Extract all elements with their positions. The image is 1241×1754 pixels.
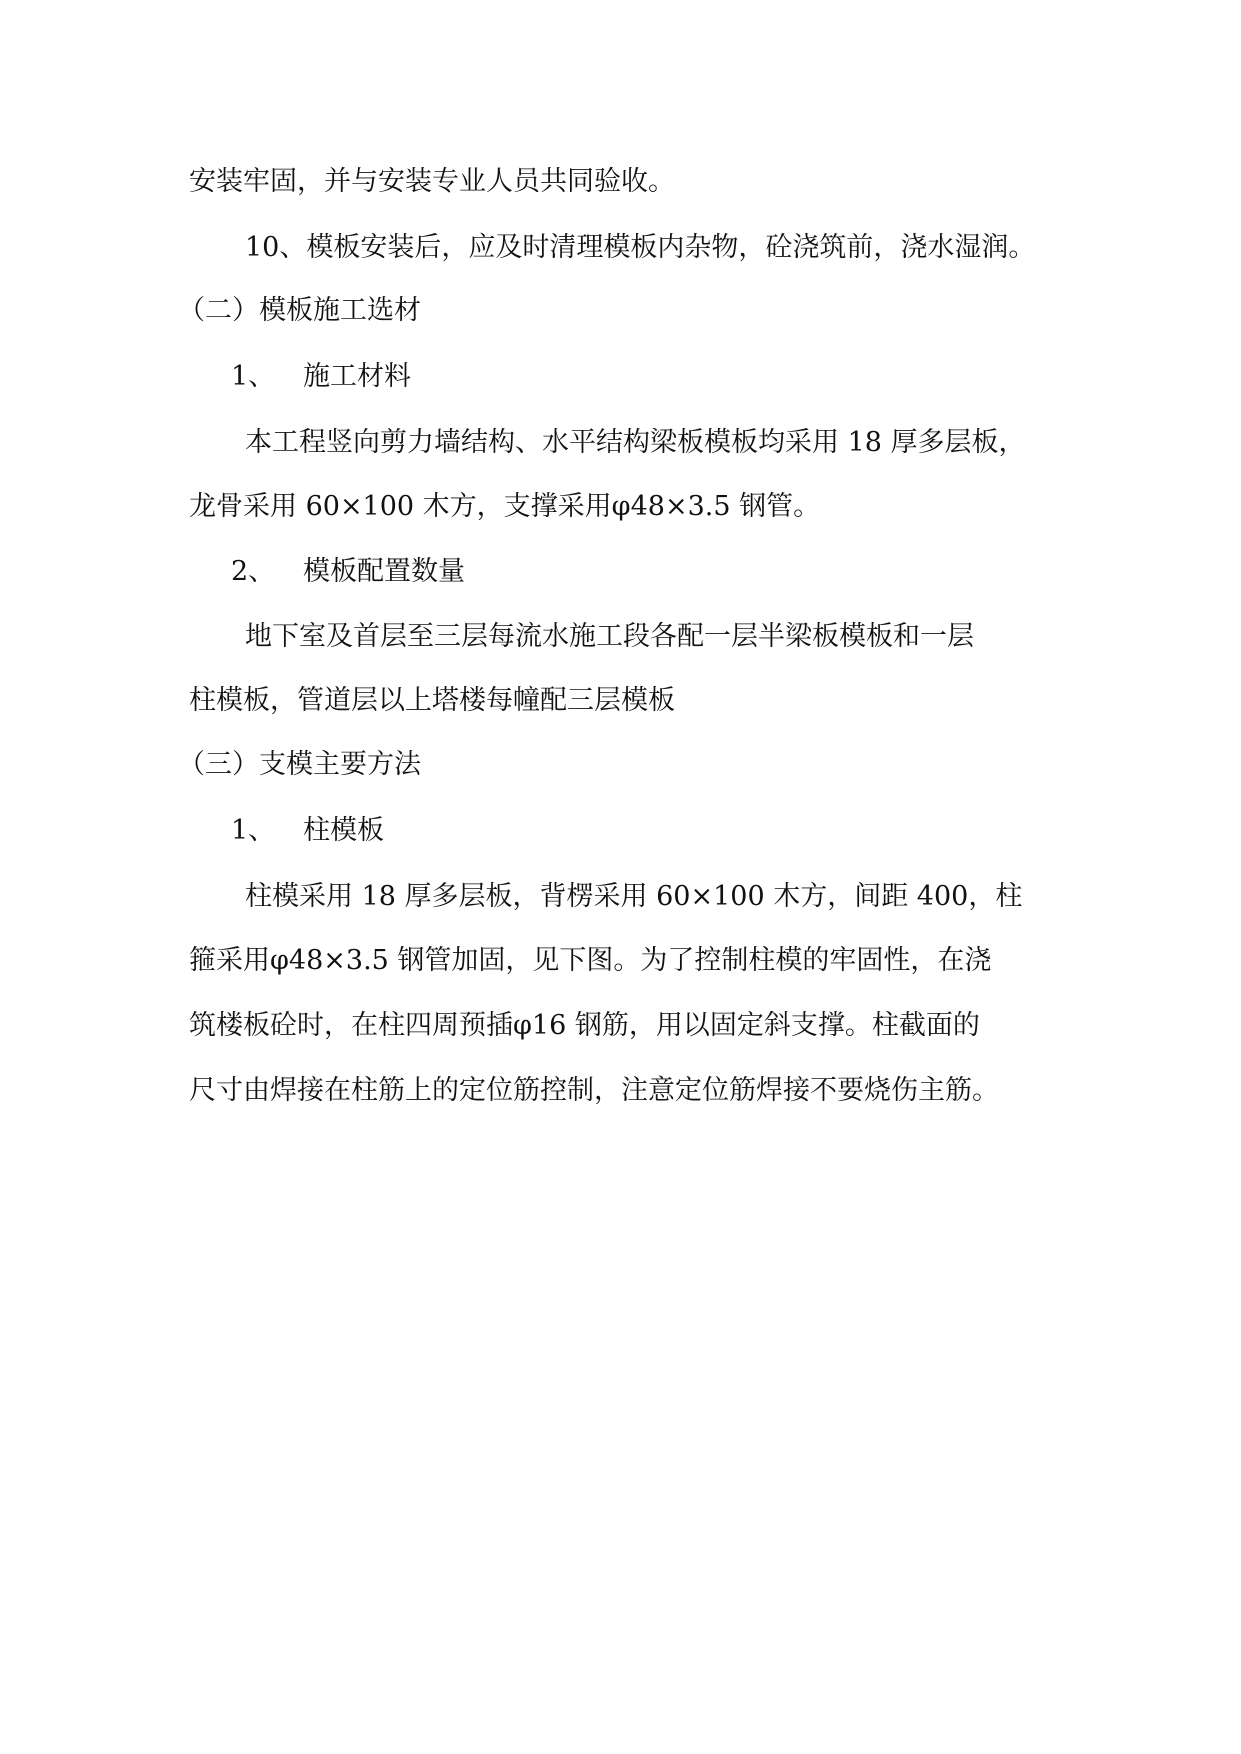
paragraph-line: 柱模板，管道层以上塔楼每幢配三层模板: [189, 685, 675, 716]
section-heading: （二）模板施工选材: [178, 295, 421, 326]
paragraph-line: 本工程竖向剪力墙结构、水平结构梁板模板均采用 18 厚多层板，: [245, 427, 1026, 458]
paragraph-line: 10、模板安装后，应及时清理模板内杂物，砼浇筑前，浇水湿润。: [245, 232, 1036, 263]
item-heading: 模板配置数量: [303, 556, 465, 587]
paragraph-line: 箍采用φ48×3.5 钢管加固，见下图。为了控制柱模的牢固性，在浇: [189, 945, 992, 976]
item-heading: 施工材料: [303, 361, 411, 392]
paragraph-line: 安装牢固，并与安装专业人员共同验收。: [189, 166, 675, 197]
paragraph-line: 筑楼板砼时，在柱四周预插φ16 钢筋，用以固定斜支撑。柱截面的: [189, 1010, 980, 1041]
item-number: 1、: [231, 815, 276, 846]
paragraph-line: 龙骨采用 60×100 木方，支撑采用φ48×3.5 钢管。: [189, 491, 821, 522]
paragraph-line: 地下室及首层至三层每流水施工段各配一层半梁板模板和一层: [245, 621, 974, 652]
section-heading: （三）支模主要方法: [178, 749, 421, 780]
item-heading: 柱模板: [303, 815, 384, 846]
paragraph-line: 柱模采用 18 厚多层板，背楞采用 60×100 木方，间距 400，柱: [245, 881, 1023, 912]
item-number: 1、: [231, 361, 276, 392]
paragraph-line: 尺寸由焊接在柱筋上的定位筋控制，注意定位筋焊接不要烧伤主筋。: [189, 1075, 999, 1106]
item-number: 2、: [231, 556, 276, 587]
